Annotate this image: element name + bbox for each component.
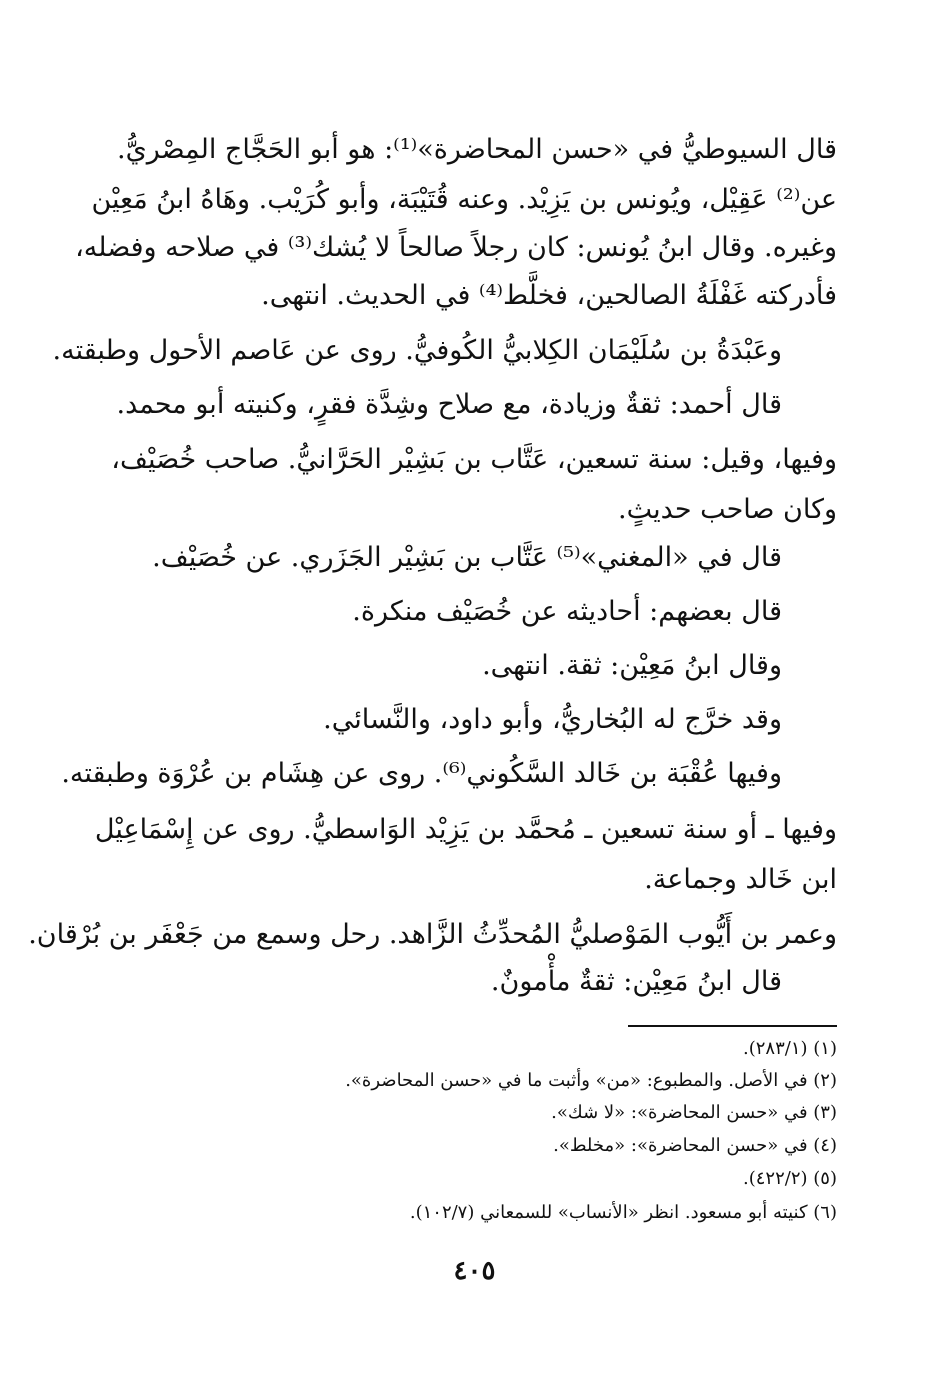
body-line-3: وغيره. وقال ابنُ يُونس: كان رجلاً صالحاً لا يُشك⁽³⁾ في صلاحه وفضله، <box>75 232 837 263</box>
body-line-9: قال في «المغني»⁽⁵⁾ عَتَّاب بن بَشِيْر الجَزَري. عن خُصَيْف. <box>152 542 782 573</box>
body-line-11: وقال ابنُ مَعِيْن: ثقة. انتهى. <box>482 650 782 681</box>
footnote-6: (٦) كنيته أبو مسعود. انظر «الأنساب» للسمعاني (١٠٢/٧). <box>409 1202 837 1223</box>
body-line-14: وفيها ـ أو سنة تسعين ـ مُحمَّد بن يَزِيْد الوَاسطيُّ. روى عن إِسْمَاعِيْل <box>94 814 837 845</box>
body-line-12: وقد خرَّج له البُخاريُّ، وأبو داود، والنَّسائي. <box>323 704 782 735</box>
footnote-4: (٤) في «حسن المحاضرة»: «مخلط». <box>553 1135 837 1156</box>
body-line-15: ابن خَالد وجماعة. <box>644 864 837 895</box>
footnote-1: (١) (٢٨٣/١). <box>743 1038 837 1059</box>
body-line-5: وعَبْدَةُ بن سُلَيْمَان الكِلابيُّ الكُوفيُّ. روى عن عَاصم الأحول وطبقته. <box>52 335 782 366</box>
footnote-2: (٢) في الأصل. والمطبوع: «من» وأثبت ما في «حسن المحاضرة». <box>345 1070 837 1091</box>
body-line-2: عن⁽²⁾ عَقِيْل، ويُونس بن يَزِيْد. وعنه قُتَيْبَة، وأبو كُرَيْب. وهَاهُ ابنُ مَعِيْن <box>91 184 837 215</box>
page-number: ٤٠٥ <box>453 1256 496 1286</box>
footnote-5: (٥) (٤٢٢/٢). <box>743 1168 837 1189</box>
body-line-4: فأدركته غَفْلَةُ الصالحين، فخلَّط⁽⁴⁾ في الحديث. انتهى. <box>261 280 837 311</box>
body-line-7: وفيها، وقيل: سنة تسعين، عَتَّاب بن بَشِيْر الحَرَّانيُّ. صاحب خُصَيْف، <box>111 444 837 475</box>
footnote-3: (٣) في «حسن المحاضرة»: «لا شك». <box>551 1102 837 1123</box>
body-line-1: قال السيوطيُّ في «حسن المحاضرة»⁽¹⁾: هو أبو الحَجَّاج المِصْريُّ. <box>116 134 837 165</box>
body-line-13: وفيها عُقْبَة بن خَالد السَّكُوني⁽⁶⁾. روى عن هِشَام بن عُرْوَة وطبقته. <box>61 758 782 789</box>
body-line-10: قال بعضهم: أحاديثه عن خُصَيْف منكرة. <box>352 596 782 627</box>
body-line-16: وعمر بن أَيُّوب المَوْصليُّ المُحدِّثُ الزَّاهد. رحل وسمع من جَعْفَر بن بُرْقان. <box>28 919 837 950</box>
body-line-6: قال أحمد: ثقةٌ وزيادة، مع صلاح وشِدَّة فقرٍ، وكنيته أبو محمد. <box>116 389 782 420</box>
footnote-separator <box>628 1025 837 1027</box>
body-line-17: قال ابنُ مَعِيْن: ثقةٌ مأْمونٌ. <box>490 966 782 997</box>
body-line-8: وكان صاحب حديثٍ. <box>618 494 837 525</box>
